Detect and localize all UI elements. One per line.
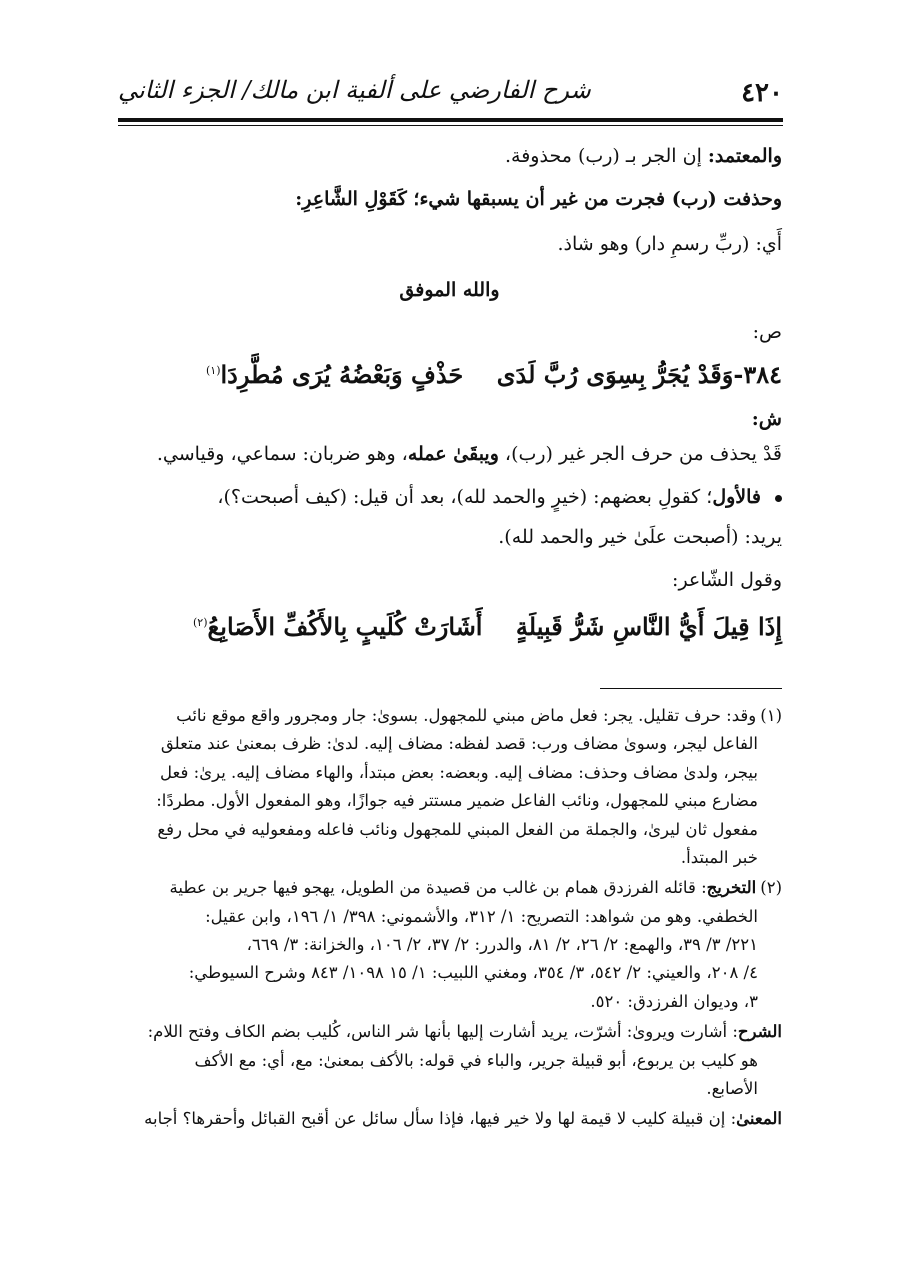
bullet-continuation: يريد: (أصبحت علَىٰ خير والحمد لله). bbox=[498, 526, 782, 548]
verse-hemistich-2: حَذْفٍ وَبَعْضُهُ يُرَى مُطَّرِدَا bbox=[220, 360, 464, 389]
footnote-2-number: (٢) bbox=[760, 878, 782, 898]
fn2-line: : قائله الفرزدق همام بن غالب من قصيدة من الطويل، يهجو فيها جرير بن عطية bbox=[169, 878, 707, 898]
verse-384 bbox=[117, 360, 782, 389]
fn2-line: ٢٢١/ ٣/ ٣٩، والهمع: ٢/ ٢٦، ٢/ ٨١، والدرر: ٢/ ٣٧، ٢/ ١٠٦، والخزانة: ٣/ ٦٦٩، bbox=[246, 935, 758, 954]
sad-label: ص: bbox=[752, 321, 782, 343]
fn1-line: بيجر، ولدىٰ مضاف وحذف: مضاف إليه. وبعضه: بعض مبتدأ، والهاء مضاف إليه. يرىٰ: فعل bbox=[160, 762, 758, 782]
body-paragraph-1 bbox=[117, 440, 782, 469]
bullet-text: ؛ كقولِ بعضهم: (خيرٍ والحمد لله)، بعد أن قيل: (كيف أصبحت؟)، bbox=[217, 486, 713, 508]
verse-hemistich-1: وَقَدْ يُجَرُّ بِسِوَى رُبَّ لَدَى bbox=[496, 360, 734, 389]
sharh-line: : أشارت ويروىٰ: أشرّت، يريد أشارت إليها بأنها شر الناس، كُليب بضم الكاف وفتح اللام: bbox=[147, 1022, 738, 1042]
takhrij-label: التخريج bbox=[706, 878, 757, 898]
footnote-ref-1: (١) bbox=[206, 364, 221, 377]
header-rule bbox=[118, 118, 783, 122]
maana-line: : إن قبيلة كليب لا قيمة لها ولا خير فيها، فإذا سأل سائل عن أقبح القبائل وأحقرها؟ أجابه bbox=[144, 1109, 737, 1129]
mutamad-label: والمعتمد: bbox=[707, 145, 782, 167]
footnote-2 bbox=[114, 874, 782, 1016]
bullet-label: فالأول bbox=[712, 486, 761, 508]
fn2-line: ٣، وديوان الفرزدق: ٥٢٠. bbox=[590, 991, 758, 1011]
header-rule-thin bbox=[118, 125, 783, 126]
verse-number: ٣٨٤- bbox=[733, 360, 782, 389]
poet-intro: وقول الشّاعر: bbox=[672, 569, 782, 591]
fn2-line: ٤/ ٢٠٨، والعيني: ٢/ ٥٤٢، ٣/ ٣٥٤، ومغني اللبيب: ١/ ١٥ ١٠٩٨/ ٨٤٣ وشرح السيوطي: bbox=[188, 963, 758, 983]
fn1-line: خبر المبتدأ. bbox=[680, 847, 758, 867]
closing-phrase: والله الموفق bbox=[399, 279, 500, 301]
sharh-label: الشرح bbox=[737, 1022, 782, 1042]
footnote-ref-2: (٢) bbox=[192, 616, 208, 629]
sharh-line: هو كليب بن يربوع، أبو قبيلة جرير، والباء في قوله: بالأكف بمعنىٰ: مع، أي: مع الأكف bbox=[194, 1050, 758, 1070]
verse-shahid bbox=[117, 612, 782, 641]
fn1-line: الفاعل ليجر، وسوىٰ مضاف ورب: قصد لفظه: مضاف إليه. لدىٰ: ظرف بمعنىٰ عند متعلق bbox=[160, 734, 758, 754]
body-line-3: أَي: (ربِّ رسمِ دار) وهو شاذ. bbox=[557, 233, 782, 255]
para1-part-c: ، وهو ضربان: سماعي، وقياسي. bbox=[156, 443, 408, 465]
bullet-item bbox=[117, 483, 782, 512]
body-line-1 bbox=[152, 142, 782, 171]
verse2-hemistich-2: أَشَارَتْ كُلَيبٍ بِالأَكُفِّ الأَصَابِعُ bbox=[207, 612, 483, 641]
footnotes bbox=[114, 702, 782, 1136]
footnote-1-number: (١) bbox=[760, 706, 782, 725]
para1-part-a: قَدْ يحذف من حرف الجر غير (رب)، bbox=[498, 443, 782, 465]
footnote-separator bbox=[600, 688, 782, 689]
page-header bbox=[118, 72, 783, 118]
para1-part-b: ويبقَىٰ عمله bbox=[407, 443, 499, 465]
fn2-line: الخطفي. وهو من شواهد: التصريح: ١/ ٣١٢، والأشموني: ٣٩٨/ ١/ ١٩٦، وابن عقيل: bbox=[205, 906, 758, 926]
page-number: ٤٢٠ bbox=[741, 78, 783, 108]
fn1-line: مضارع مبني للمجهول، ونائب الفاعل ضمير مستتر فيه جوازًا، وهو المفعول الأول. مطردًا: bbox=[156, 791, 758, 811]
maana-block bbox=[114, 1105, 782, 1133]
sharh-line: الأصابع. bbox=[706, 1078, 758, 1098]
body-line-2: وحذفت (رب) فجرت من غير أن يسبقها شيء؛ كَقَوْلِ الشَّاعِرِ: bbox=[295, 188, 782, 210]
fn1-line: وقد: حرف تقليل. يجر: فعل ماض مبني للمجهول. بسوىٰ: جار ومجرور واقع موقع نائب bbox=[176, 706, 757, 725]
maana-label: المعنىٰ bbox=[736, 1109, 782, 1129]
fn1-line: مفعول ثان ليرىٰ، والجملة من الفعل المبني للمجهول ونائب فاعله ومفعوليه في محل رفع bbox=[157, 819, 758, 839]
mutamad-text: إن الجر بـ (رب) محذوفة. bbox=[505, 145, 708, 167]
bullet-dot-icon bbox=[775, 495, 782, 502]
verse2-hemistich-1: إِذَا قِيلَ أَيُّ النَّاسِ شَرُّ قَبِيلَةٍ bbox=[515, 612, 782, 641]
running-title: شرح الفارضي على ألفية ابن مالك/ الجزء الثاني bbox=[118, 76, 591, 104]
footnote-1 bbox=[114, 702, 782, 872]
shin-label: ش: bbox=[751, 408, 782, 430]
sharh-block bbox=[114, 1018, 782, 1103]
